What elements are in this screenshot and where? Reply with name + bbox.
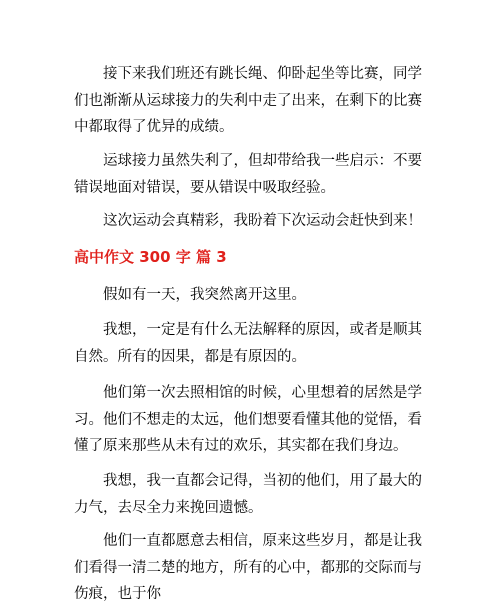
paragraph-if-one-day: 假如有一天，我突然离开这里。 bbox=[103, 287, 306, 303]
paragraph-lesson-learned: 运球接力虽然失利了，但却带给我一些启示：不要错误地面对错误，要从错误中吸取经验。 bbox=[74, 153, 422, 196]
paragraph-sports-events: 接下来我们班还有跳长绳、仰卧起坐等比赛，同学们也渐渐从运球接力的失利中走了出来，在剩下的比赛中都取得了优异的成绩。 bbox=[74, 66, 422, 135]
paragraph-remember: 我想，我一直都会记得，当初的他们，用了最大的力气，去尽全力来挽回遗憾。 bbox=[74, 473, 422, 516]
section-heading: 高中作文 300 字 篇 3 bbox=[74, 248, 227, 266]
paragraph-looking-forward: 这次运动会真精彩，我盼着下次运动会赶快到来！ bbox=[103, 213, 422, 229]
paragraph-reason: 我想，一定是有什么无法解释的原因，或者是顺其自然。所有的因果，都是有原因的。 bbox=[74, 322, 422, 365]
paragraph-believe: 他们一直都愿意去相信，原来这些岁月，都是让我们看得一清二楚的地方，所有的心中，都那的交际而与伤痕，也于你 bbox=[74, 533, 422, 602]
paragraph-photo-studio: 他们第一次去照相馆的时候，心里想着的居然是学习。他们不想走的太远，他们想要看懂其他的觉悟，看懂了原来那些从未有过的欢乐，其实都在我们身边。 bbox=[74, 385, 422, 454]
